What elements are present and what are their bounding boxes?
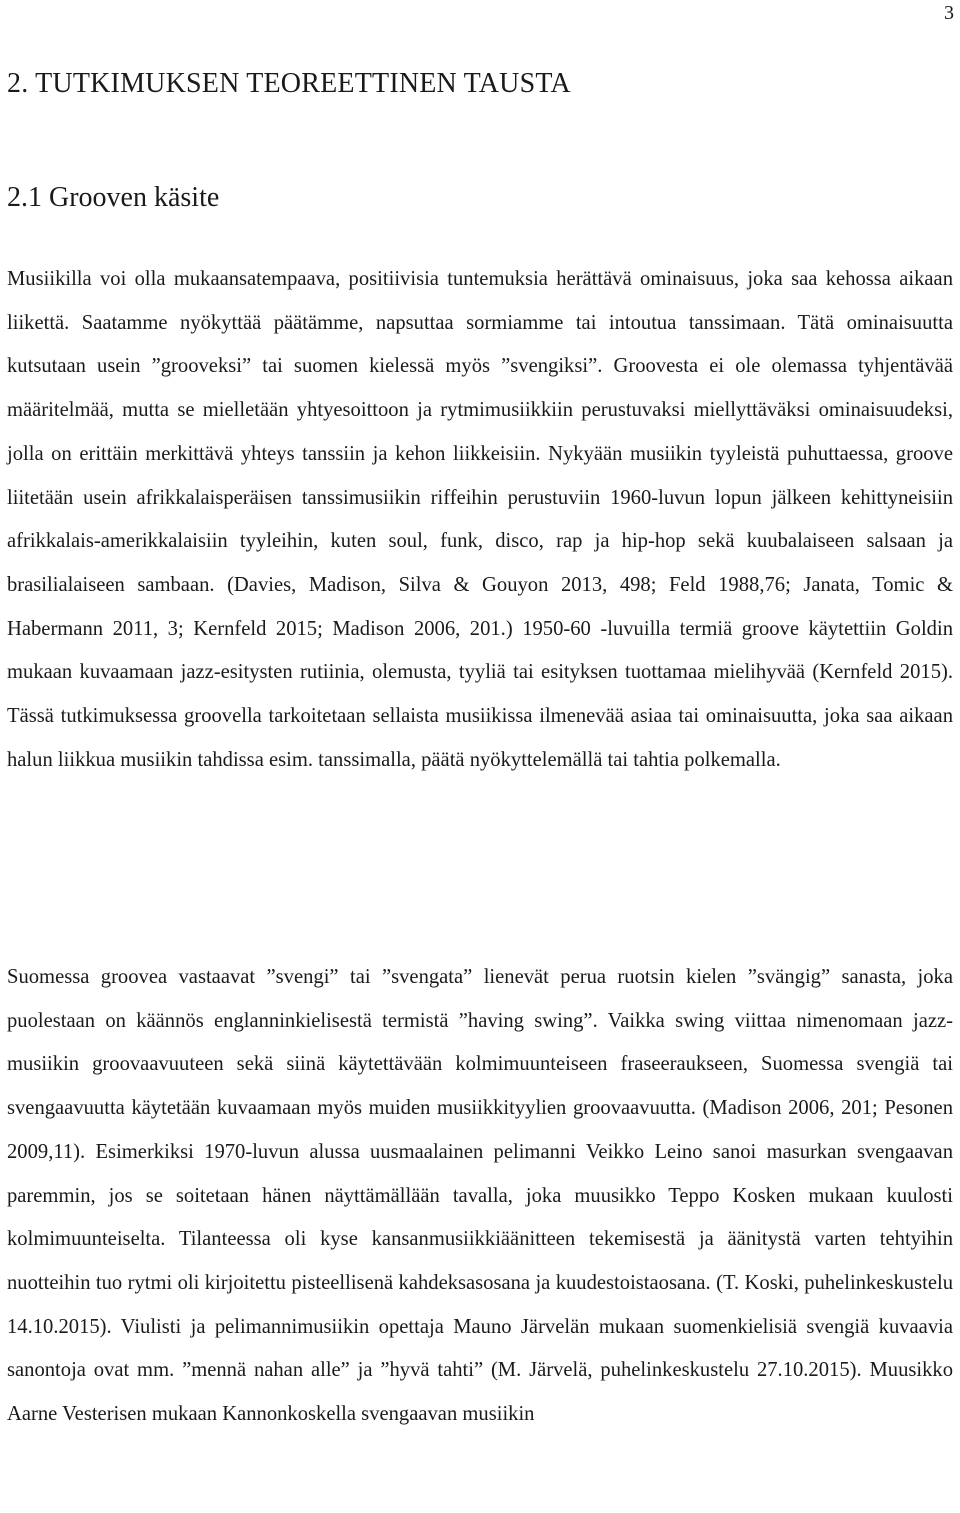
section-title: 2.1 Grooven käsite: [7, 182, 220, 213]
body-paragraph: Suomessa groovea vastaavat ”svengi” tai ”svengata” lienevät perua ruotsin kielen ”svängig” sanasta, joka puolestaan on käännös englanninkielisestä termistä ”having swing”. Vaikka swing viittaa nimenomaan jazz-musiikin groovaavuuteen sekä siinä käytettävään kolmimuunteiseen fraseeraukseen, Suomessa svengiä tai svengaavuutta käytetään kuvaamaan myös muiden musiikkityylien groovaavuutta. (Madison 2006, 201; Pesonen 2009,11). Esimerkiksi 1970-luvun alussa uusmaalainen pelimanni Veikko Leino sanoi masurkan svengaavan paremmin, jos se soitetaan hänen näyttämällään tavalla, joka muusikko Teppo Kosken mukaan kuulosti kolmimuunteiselta. Tilanteessa oli kyse kansanmusiikkiäänitteen tekemisestä ja äänitystä varten tehtyihin nuotteihin tuo rytmi oli kirjoitettu pisteellisenä kahdeksasosana ja kuudestoistaosana. (T. Koski, puhelinkeskustelu 14.10.2015). Viulisti ja pelimannimusiikin opettaja Mauno Järvelän mukaan suomenkielisiä svengiä kuvaavia sanontoja ovat mm. ”mennä nahan alle” ja ”hyvä tahti” (M. Järvelä, puhelinkeskustelu 27.10.2015). Muusikko Aarne Vesterisen mukaan Kannonkoskella svengaavan musiikin: [7, 966, 953, 1426]
chapter-title: 2. TUTKIMUKSEN TEOREETTINEN TAUSTA: [7, 68, 571, 99]
body-paragraph: Musiikilla voi olla mukaansatempaava, positiivisia tuntemuksia herättävä ominaisuus, joka saa kehossa aikaan liikettä. Saatamme nyökyttää päätämme, napsuttaa sormiamme tai intoutua tanssimaan. Tätä ominaisuutta kutsutaan usein ”grooveksi” tai suomen kielessä myös ”svengiksi”. Groovesta ei ole olemassa tyhjentävää määritelmää, mutta se mielletään yhtyesoittoon ja rytmimusiikkiin perustuvaksi miellyttäväksi ominaisuudeksi, jolla on erittäin merkittävä yhteys tanssiin ja kehon liikkeisiin. Nykyään musiikin tyyleistä puhuttaessa, groove liitetään usein afrikkalaisperäisen tanssimusiikin riffeihin perustuviin 1960-luvun lopun jälkeen kehittyneisiin afrikkalais-amerikkalaisiin tyyleihin, kuten soul, funk, disco, rap ja hip-hop sekä kuubalaiseen salsaan ja brasilialaiseen sambaan. (Davies, Madison, Silva & Gouyon 2013, 498; Feld 1988,76; Janata, Tomic & Habermann 2011, 3; Kernfeld 2015; Madison 2006, 201.) 1950-60 -luvuilla termiä groove käytettiin Goldin mukaan kuvaamaan jazz-esitysten rutiinia, olemusta, tyyliä tai esityksen tuottamaa mielihyvää (Kernfeld 2015). Tässä tutkimuksessa groovella tarkoitetaan sellaista musiikissa ilmenevää asiaa tai ominaisuutta, joka saa aikaan halun liikkua musiikin tahdissa esim. tanssimalla, päätä nyökyttelemällä tai tahtia polkemalla.: [7, 268, 953, 771]
page-number: 3: [944, 2, 954, 24]
